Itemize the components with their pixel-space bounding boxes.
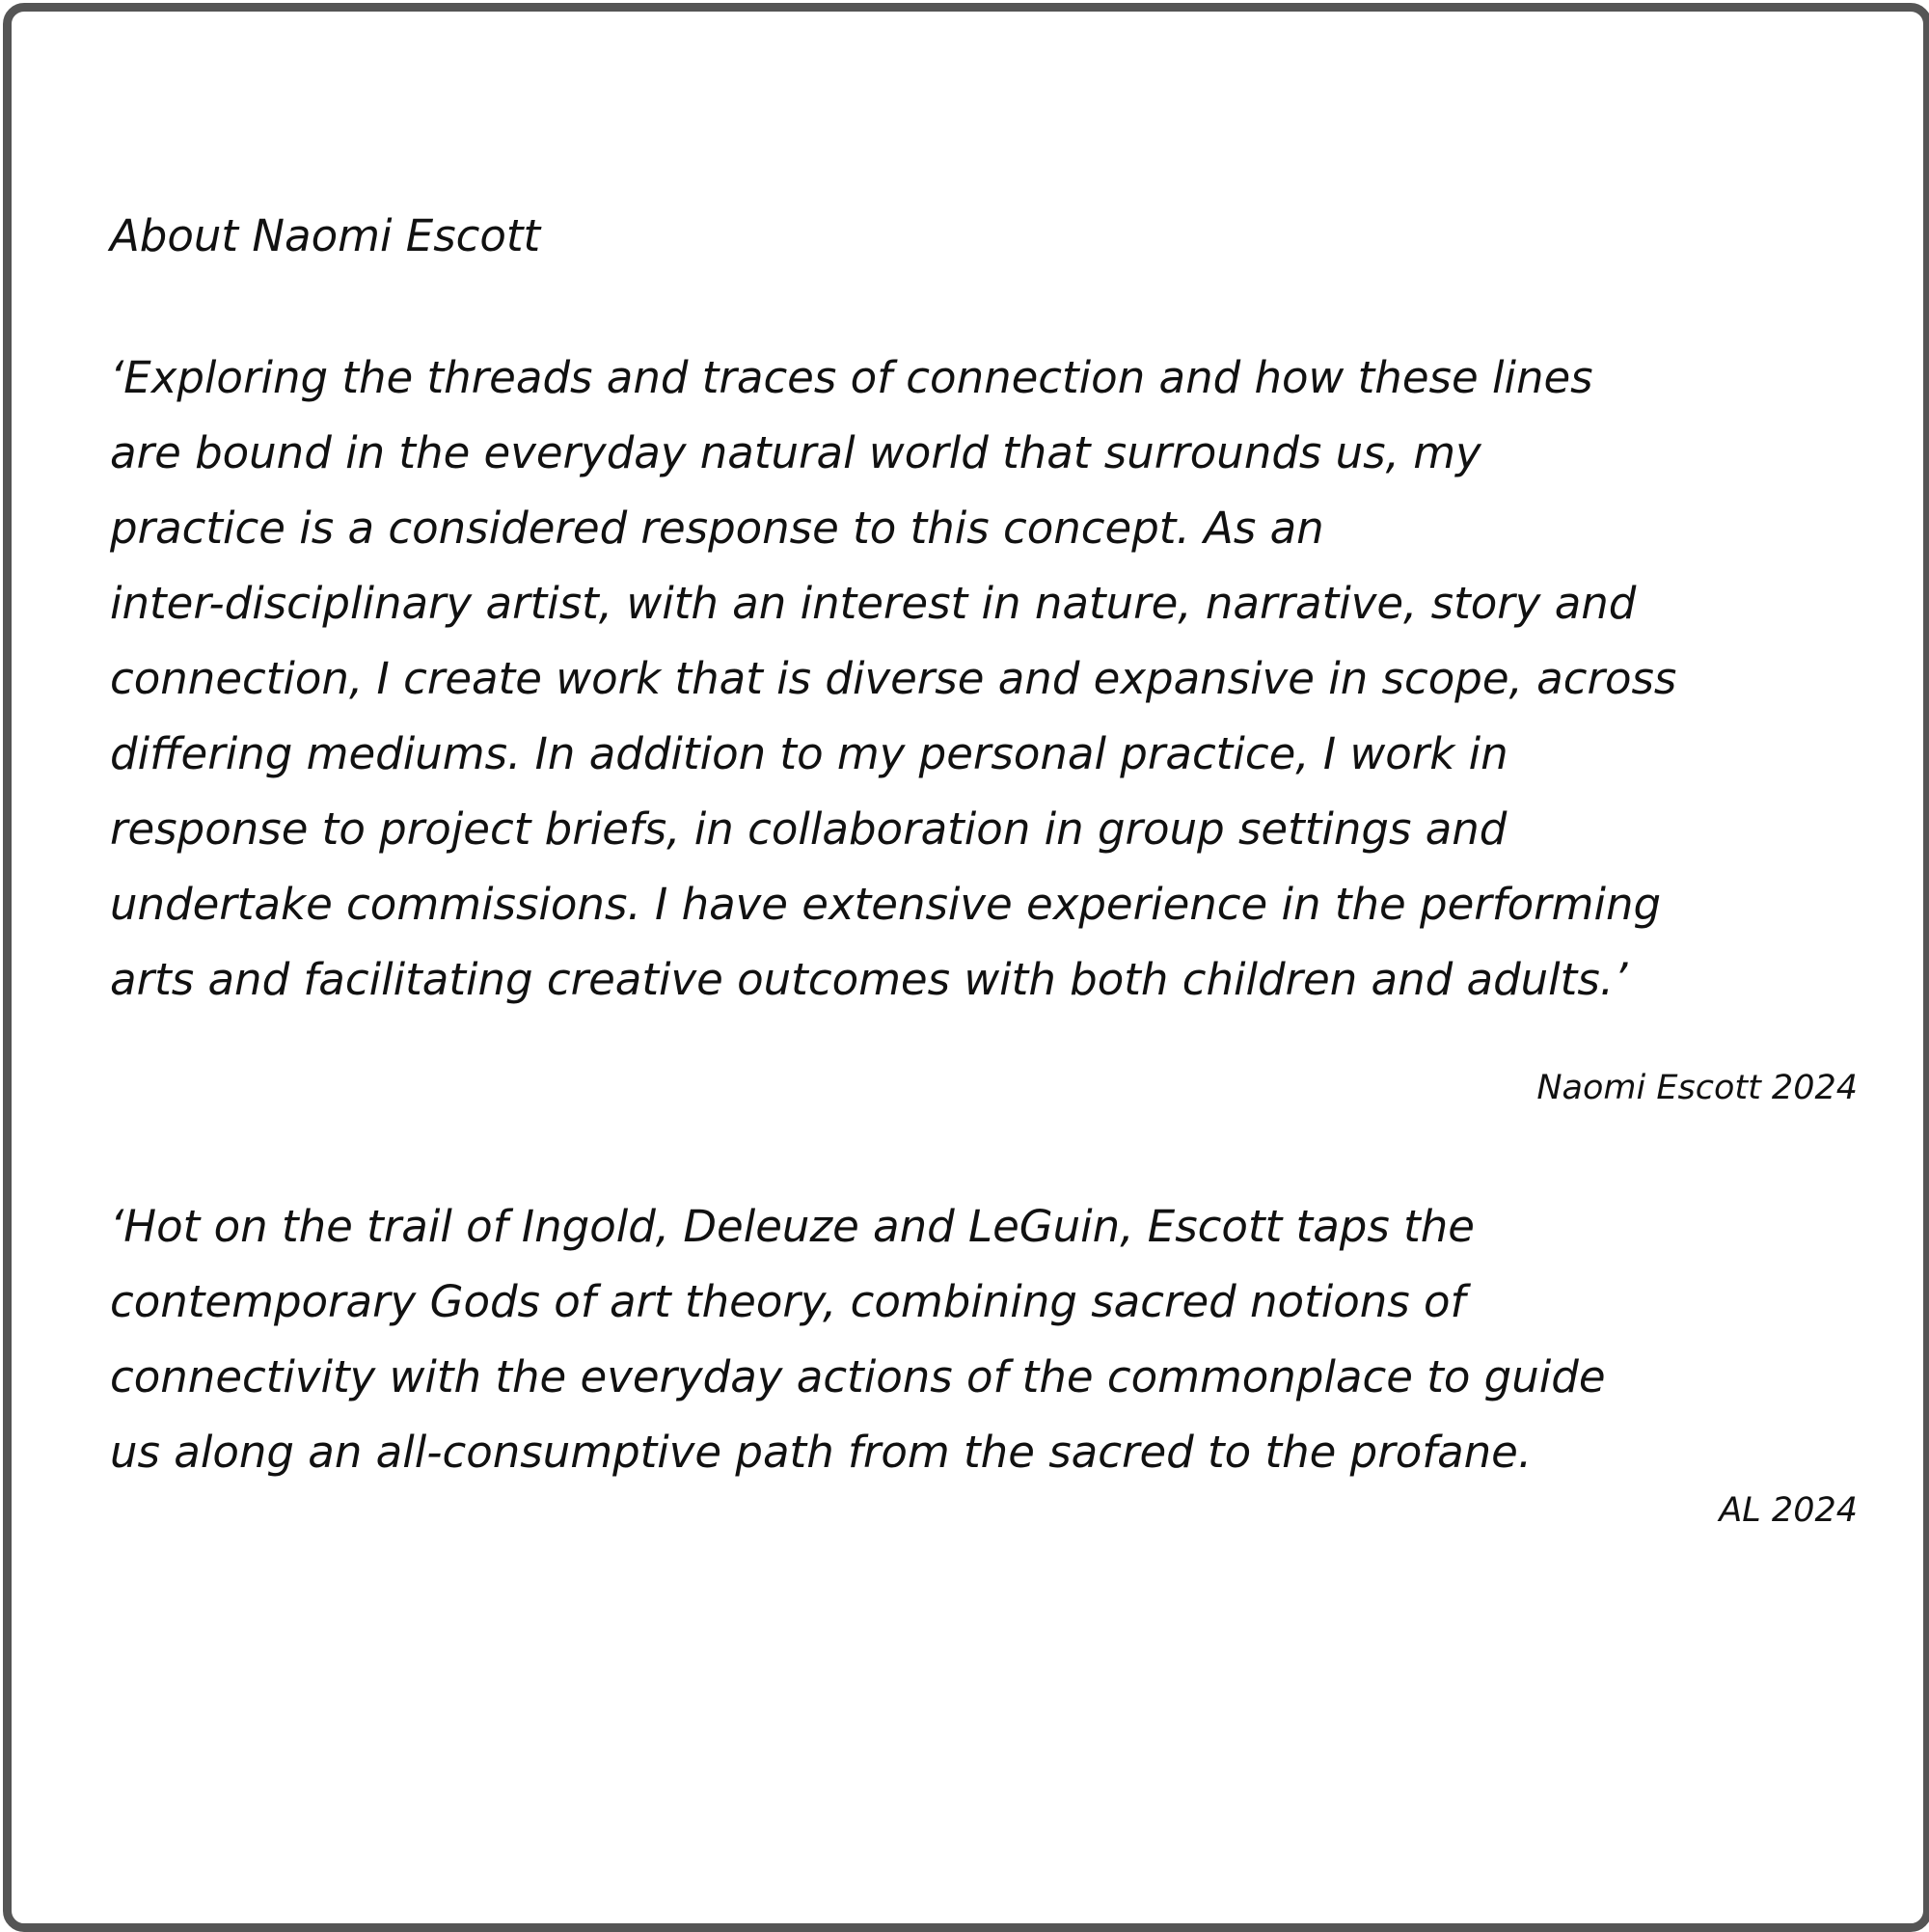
statement-line: arts and facilitating creative outcomes with both children and adults.’ — [110, 954, 1628, 1005]
review-line: contemporary Gods of art theory, combining sacred notions of — [110, 1276, 1466, 1327]
statement-attribution: Naomi Escott 2024 — [1536, 1069, 1858, 1107]
document-body — [110, 200, 1858, 1535]
review-line: connectivity with the everyday actions of the commonplace to guide — [110, 1351, 1606, 1402]
statement-line: practice is a considered response to this concept. As an — [110, 503, 1324, 554]
review-line: ‘Hot on the trail of Ingold, Deleuze and LeGuin, Escott taps the — [110, 1201, 1475, 1252]
page-title: About Naomi Escott — [110, 210, 541, 261]
review-quote — [110, 1189, 1858, 1490]
page-frame — [3, 3, 1929, 1932]
statement-line: ‘Exploring the threads and traces of connection and how these lines — [110, 352, 1593, 403]
statement-line: are bound in the everyday natural world that surrounds us, my — [110, 427, 1481, 478]
statement-line: connection, I create work that is diverse and expansive in scope, across — [110, 653, 1677, 704]
artist-statement — [110, 340, 1858, 1018]
statement-line: differing mediums. In addition to my personal practice, I work in — [110, 728, 1508, 779]
statement-line: inter-disciplinary artist, with an interest in nature, narrative, story and — [110, 578, 1637, 629]
review-attribution: AL 2024 — [1719, 1491, 1858, 1530]
statement-line: undertake commissions. I have extensive experience in the performing — [110, 879, 1662, 930]
statement-line: response to project briefs, in collaboration in group settings and — [110, 803, 1508, 855]
review-line: us along an all-consumptive path from the sacred to the profane. — [110, 1427, 1533, 1478]
